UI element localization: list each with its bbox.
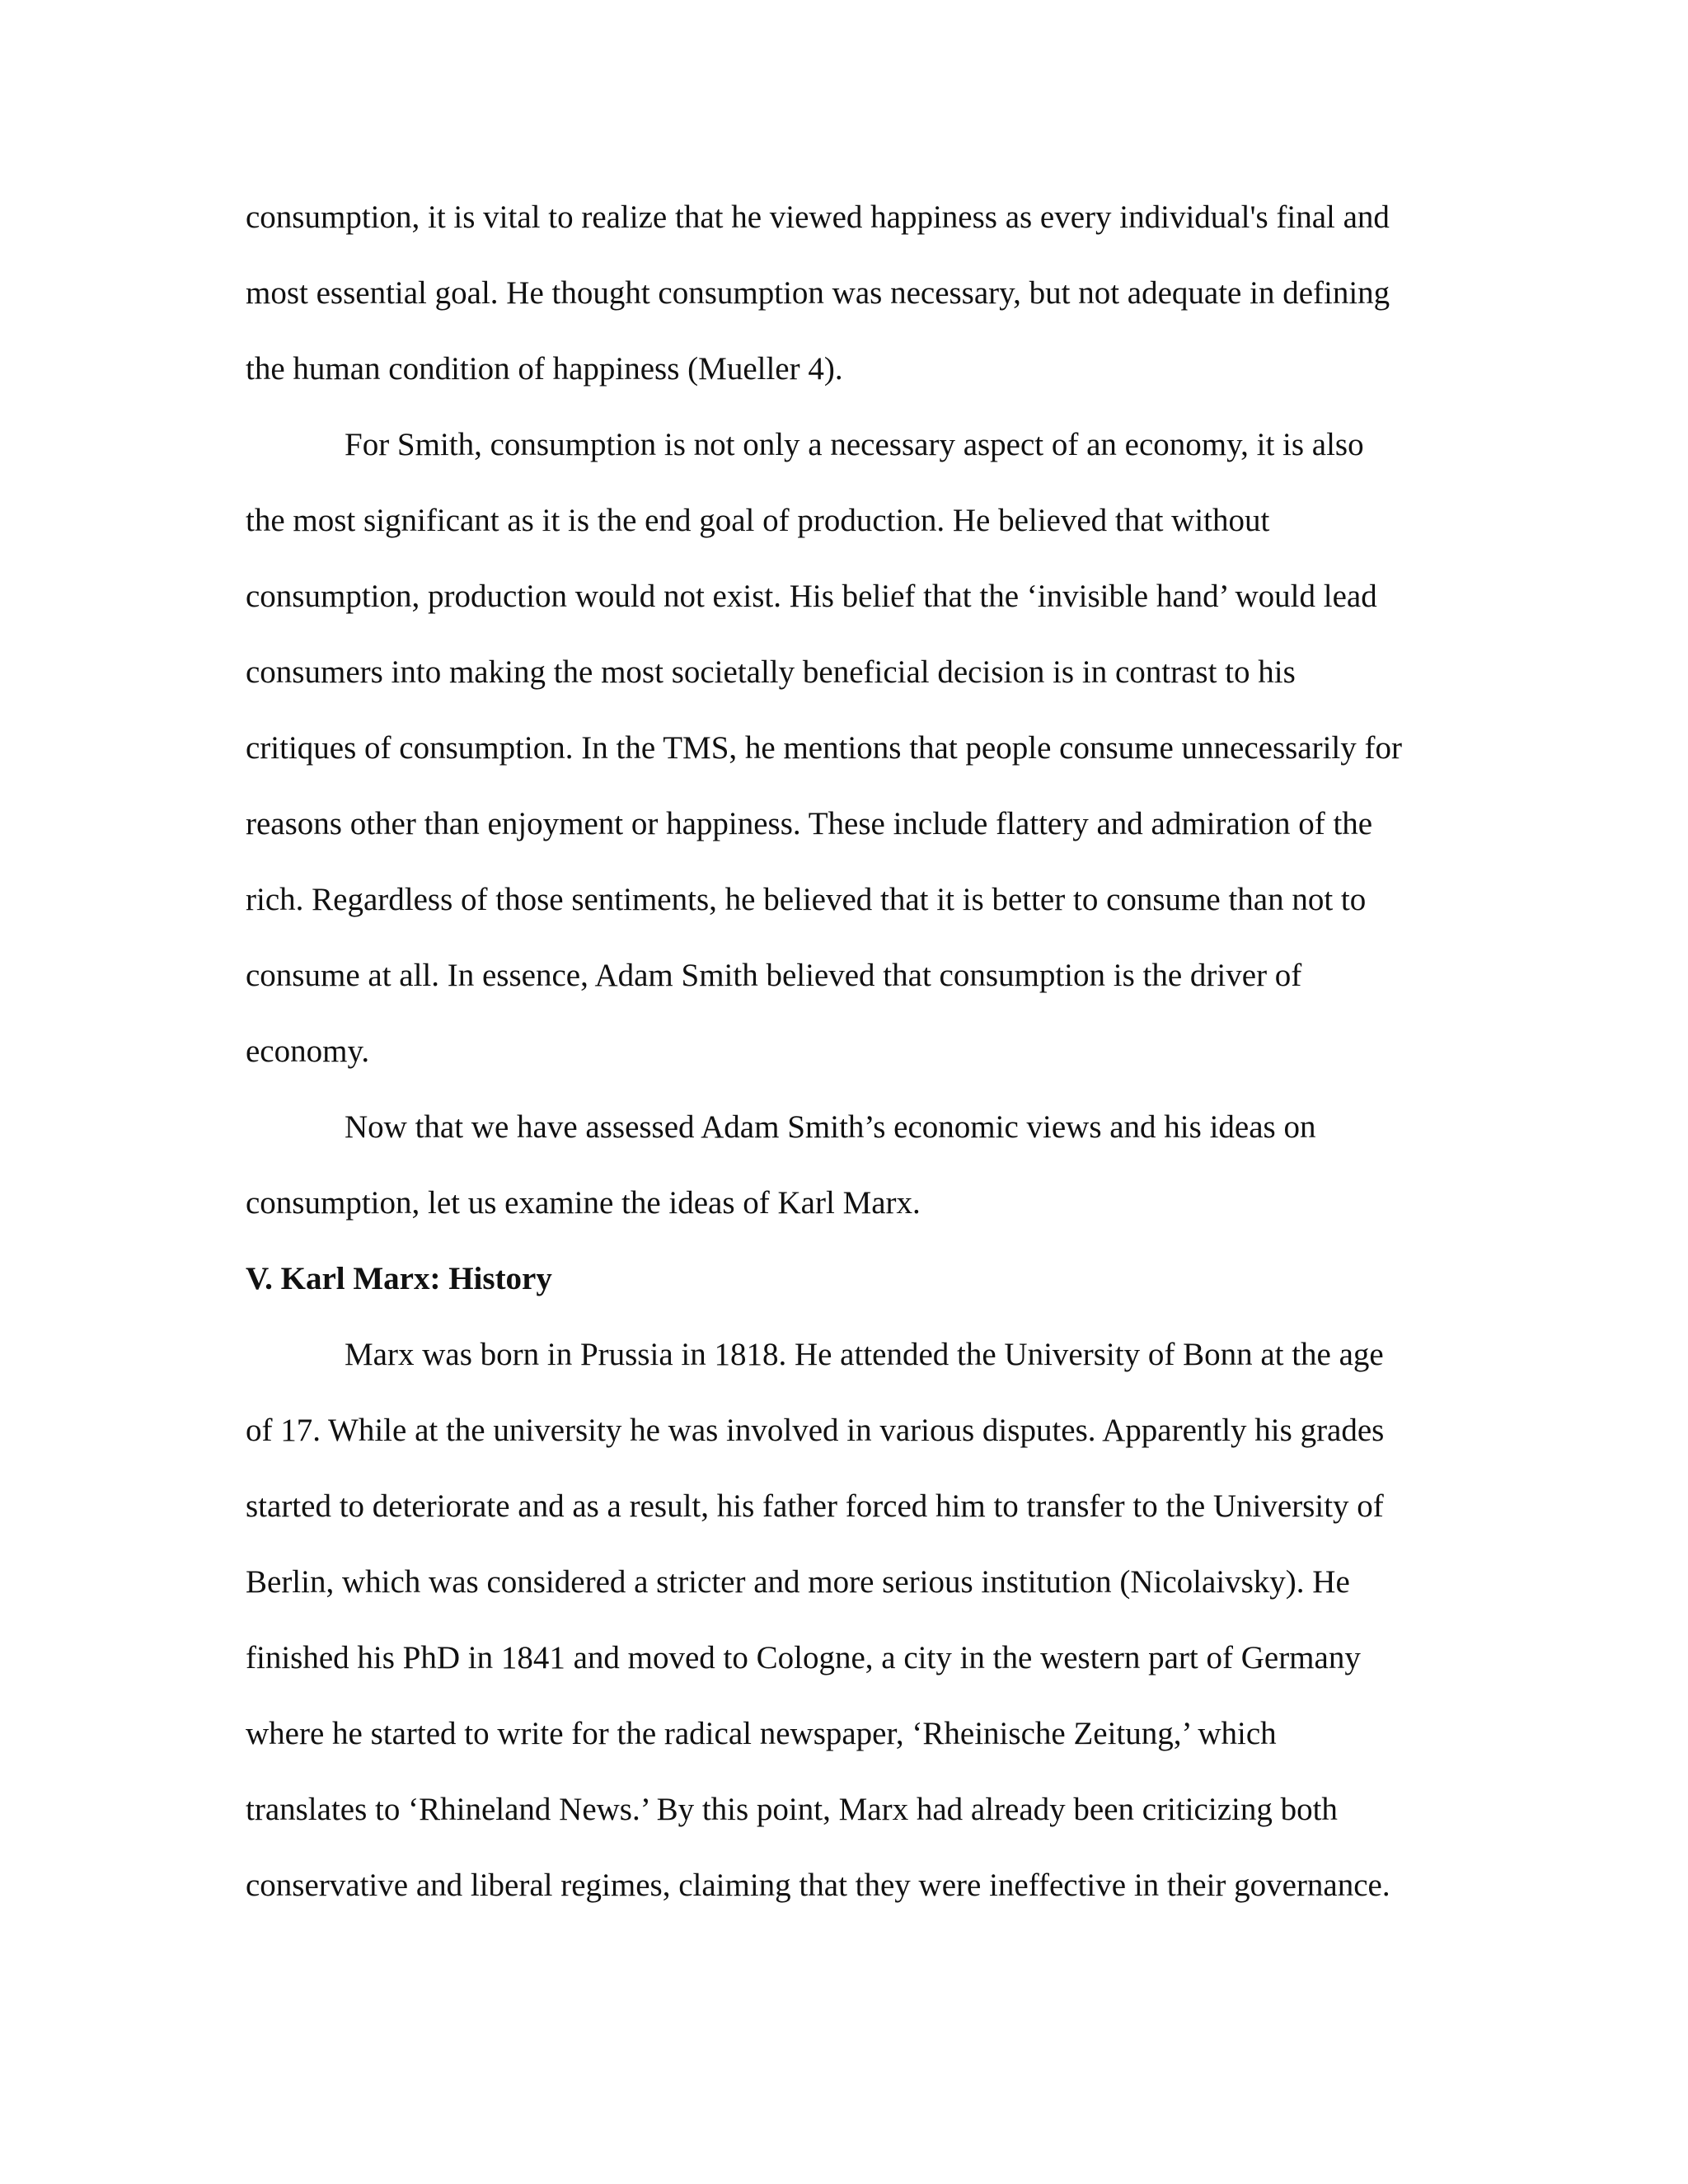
text-line: For Smith, consumption is not only a necessary aspect of an economy, it is also <box>345 427 1364 462</box>
document-page <box>246 194 1449 1938</box>
text-line: reasons other than enjoyment or happiness. These include flattery and admiration of the <box>246 806 1373 841</box>
text-line: conservative and liberal regimes, claiming that they were ineffective in their governance. <box>246 1868 1390 1903</box>
text-line: Berlin, which was considered a stricter and more serious institution (Nicolaivsky). He <box>246 1564 1350 1600</box>
section-heading <box>246 1256 1449 1332</box>
paragraph <box>246 1332 1449 1938</box>
text-line: consumption, let us examine the ideas of Karl Marx. <box>246 1185 921 1221</box>
paragraph <box>246 194 1449 422</box>
text-line: consumers into making the most societally beneficial decision is in contrast to his <box>246 654 1296 690</box>
text-line: the most significant as it is the end goal of production. He believed that without <box>246 503 1270 538</box>
text-line: Marx was born in Prussia in 1818. He attended the University of Bonn at the age <box>345 1337 1384 1372</box>
text-line: consumption, production would not exist. His belief that the ‘invisible hand’ would lead <box>246 579 1377 614</box>
text-line: translates to ‘Rhineland News.’ By this point, Marx had already been criticizing both <box>246 1792 1338 1827</box>
text-line: of 17. While at the university he was involved in various disputes. Apparently his grades <box>246 1413 1385 1448</box>
paragraph <box>246 422 1449 1104</box>
text-line: finished his PhD in 1841 and moved to Cologne, a city in the western part of Germany <box>246 1640 1361 1675</box>
text-line: started to deteriorate and as a result, his father forced him to transfer to the University of <box>246 1488 1384 1524</box>
text-line: the human condition of happiness (Mueller 4). <box>246 351 843 387</box>
heading-text: V. Karl Marx: History <box>246 1261 552 1296</box>
text-line: consumption, it is vital to realize that he viewed happiness as every individual's final and <box>246 199 1390 235</box>
text-line: rich. Regardless of those sentiments, he believed that it is better to consume than not to <box>246 882 1367 917</box>
text-line: economy. <box>246 1033 370 1069</box>
text-line: critiques of consumption. In the TMS, he mentions that people consume unnecessarily for <box>246 730 1402 766</box>
text-line: consume at all. In essence, Adam Smith believed that consumption is the driver of <box>246 958 1302 993</box>
text-line: where he started to write for the radical newspaper, ‘Rheinische Zeitung,’ which <box>246 1716 1277 1751</box>
text-line: most essential goal. He thought consumption was necessary, but not adequate in defining <box>246 275 1390 311</box>
text-line: Now that we have assessed Adam Smith’s economic views and his ideas on <box>345 1109 1316 1145</box>
paragraph <box>246 1104 1449 1256</box>
